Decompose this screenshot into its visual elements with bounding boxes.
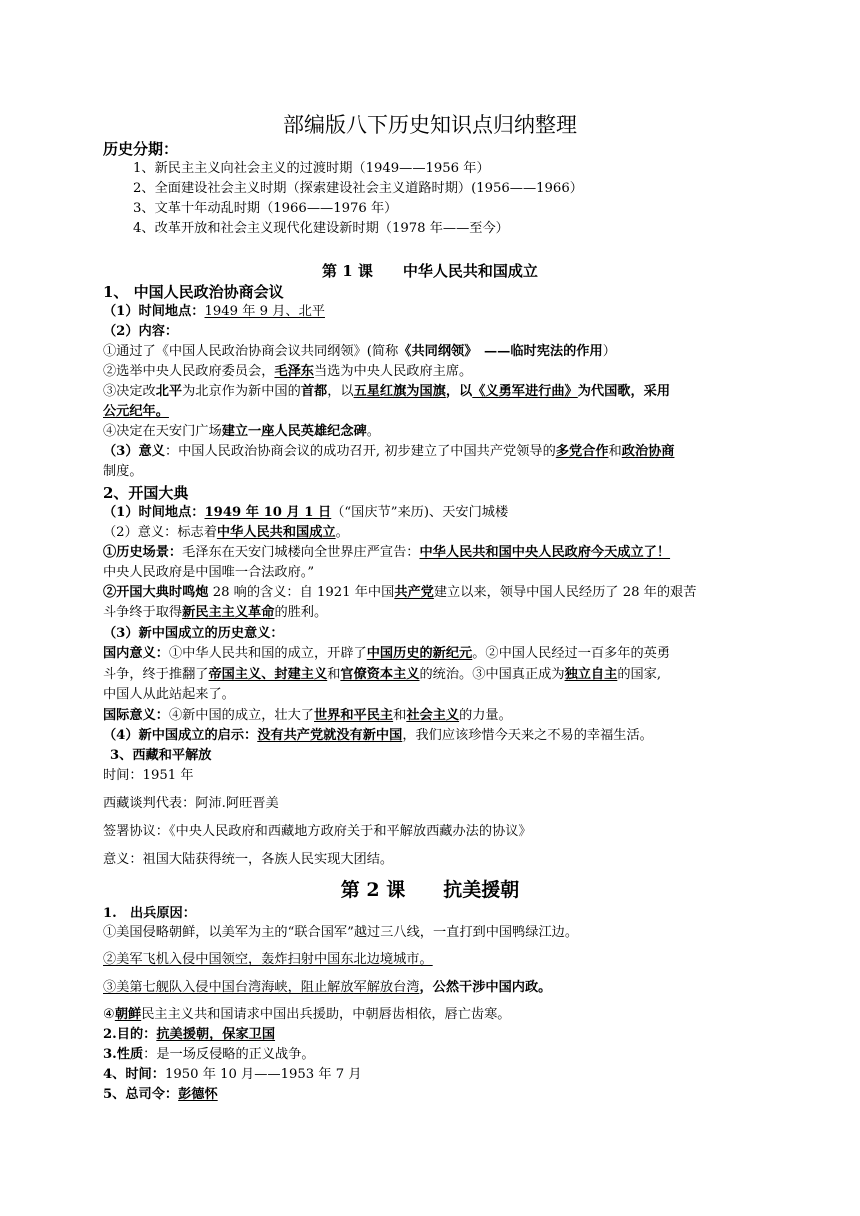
war-nature: 3.性质：是一场反侵略的正义战争。 <box>103 1047 315 1062</box>
section-heading: 1、 中国人民政治协商会议 <box>103 283 284 301</box>
period-item: 3、文革十年动乱时期（1966——1976 年） <box>133 201 398 216</box>
document-title: 部编版八下历史知识点归纳整理 <box>283 113 577 137</box>
lesson1-title: 第 1 课 中华人民共和国成立 <box>322 262 538 280</box>
period-item: 2、全面建设社会主义时期（探索建设社会主义道路时期）(1956——1966） <box>133 181 583 196</box>
salute-meaning: ②开国大典时鸣炮 28 响的含义：自 1921 年中国共产党建立以来，领导中国人民经历了 28 年的艰苦 <box>103 585 697 600</box>
domestic-significance-cont2: 中国人从此站起来了。 <box>103 687 235 702</box>
periods-heading: 历史分期： <box>103 140 179 158</box>
cause-item: ①美国侵略朝鲜，以美军为主的“联合国军”越过三八线，一直打到中国鸭绿江边。 <box>103 925 579 940</box>
tibet-meaning: 意义：祖国大陆获得统一，各族人民实现大团结。 <box>103 852 394 867</box>
tibet-agreement: 签署协议：《中央人民政府和西藏地方政府关于和平解放西藏办法的协议》 <box>103 824 532 839</box>
lesson2-title: 第 2 课 抗美援朝 <box>340 879 520 901</box>
cause-item: ②美军飞机入侵中国领空，轰炸扫射中国东北边境城市。 <box>103 952 433 967</box>
ceremony-time: （1）时间地点：1949 年 10 月 1 日（“国庆节”来历)、天安门城楼 <box>103 505 509 520</box>
section-heading: 3、西藏和平解放 <box>110 748 212 763</box>
cppcc-content-label: （2）内容： <box>103 324 179 339</box>
salute-meaning-cont: 斗争终于取得新民主主义革命的胜利。 <box>103 605 328 620</box>
cppcc-content-2: ②选举中央人民政府委员会，毛泽东当选为中央人民政府主席。 <box>103 364 473 379</box>
cppcc-time: （1）时间地点：1949 年 9 月、北平 <box>103 304 325 319</box>
war-commander: 5、总司令：彭德怀 <box>103 1087 218 1102</box>
ceremony-meaning: （2）意义：标志着中华人民共和国成立。 <box>103 525 349 540</box>
period-item: 4、改革开放和社会主义现代化建设新时期（1978 年——至今） <box>133 221 509 236</box>
domestic-significance-cont: 斗争，终于推翻了帝国主义、封建主义和官僚资本主义的统治。③中国真正成为独立自主的国家, <box>103 667 662 682</box>
cppcc-content-3-cont: 公元纪年。 <box>103 404 169 419</box>
cause-heading: 1. 出兵原因： <box>103 906 196 921</box>
cppcc-content-4: ④决定在天安门广场建立一座人民英雄纪念碑。 <box>103 424 380 439</box>
tibet-representative: 西藏谈判代表：阿沛.阿旺晋美 <box>103 796 279 811</box>
domestic-significance: 国内意义：①中华人民共和国的成立，开辟了中国历史的新纪元。②中国人民经过一百多年的英勇 <box>103 646 671 661</box>
ceremony-scene: ①历史场景：毛泽东在天安门城楼向全世界庄严宣告：中华人民共和国中央人民政府今天成立了！ <box>103 545 671 560</box>
historic-significance-label: （3）新中国成立的历史意义： <box>103 626 284 641</box>
war-time: 4、时间：1950 年 10 月——1953 年 7 月 <box>103 1067 362 1082</box>
cause-item: ④朝鲜民主主义共和国请求中国出兵援助，中朝唇齿相依，唇亡齿寒。 <box>103 1007 511 1022</box>
ceremony-scene-cont: 中央人民政府是中国唯一合法政府。” <box>103 565 315 580</box>
cppcc-content-1: ①通过了《中国人民政治协商会议共同纲领》(简称《共同纲领》 ——临时宪法的作用） <box>103 344 616 359</box>
cppcc-significance-cont: 制度。 <box>103 464 143 479</box>
section-heading: 2、开国大典 <box>103 484 189 502</box>
cppcc-significance: （3）意义：中国人民政治协商会议的成功召开, 初步建立了中国共产党领导的多党合作和政治协商 <box>103 444 675 459</box>
cppcc-content-3: ③决定改北平为北京作为新中国的首都，以五星红旗为国旗，以《义勇军进行曲》为代国歌，采用 <box>103 384 671 399</box>
period-item: 1、新民主主义向社会主义的过渡时期（1949——1956 年） <box>133 161 490 176</box>
founding-lesson: （4）新中国成立的启示：没有共产党就没有新中国，我们应该珍惜今天来之不易的幸福生活。 <box>103 728 653 743</box>
international-significance: 国际意义：④新中国的成立，壮大了世界和平民主和社会主义的力量。 <box>103 708 512 723</box>
cause-item: ③美第七舰队入侵中国台湾海峡，阻止解放军解放台湾，公然干涉中国内政。 <box>103 980 552 995</box>
tibet-time: 时间：1951 年 <box>103 768 194 783</box>
war-goal: 2.目的：抗美援朝，保家卫国 <box>103 1027 276 1042</box>
